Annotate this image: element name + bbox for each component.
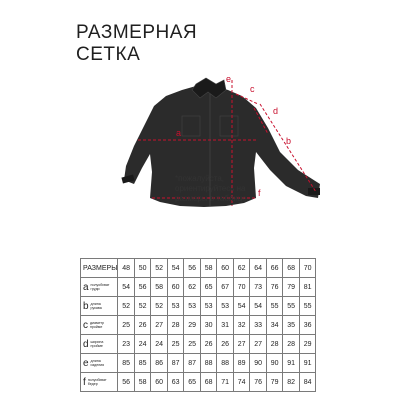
size-cell: 26 [200,335,217,354]
size-cell: 85 [118,354,135,373]
size-cell: 29 [299,335,316,354]
size-cell: 82 [283,373,300,392]
size-cell: 56 [118,373,135,392]
size-cell: 33 [250,316,267,335]
size-cell: 71 [217,373,234,392]
size-cell: 68 [200,373,217,392]
size-cell: 91 [299,354,316,373]
size-cell: 29 [184,316,201,335]
shirt-illustration [120,72,340,232]
size-col-header: 50 [134,259,151,278]
size-cell: 70 [233,278,250,297]
size-col-header: 62 [233,259,250,278]
size-header-label: РАЗМЕРЫ [81,259,118,278]
measure-d-label: d [273,106,279,116]
size-cell: 91 [283,354,300,373]
measure-f-label: f [258,188,261,198]
size-col-header: 58 [200,259,217,278]
size-cell: 54 [250,297,267,316]
row-letter: f [83,376,86,388]
size-cell: 27 [250,335,267,354]
size-cell: 74 [233,373,250,392]
size-cell: 28 [283,335,300,354]
row-letter: d [83,338,89,350]
size-cell: 32 [233,316,250,335]
size-cell: 56 [134,278,151,297]
table-row [81,335,316,354]
title-line-1: РАЗМЕРНАЯ [76,22,198,43]
size-cell: 53 [200,297,217,316]
size-cell: 23 [118,335,135,354]
row-description: полуобхват бедер [87,378,107,386]
row-letter: b [83,300,89,312]
table-row [81,373,316,392]
size-col-header: 60 [217,259,234,278]
size-table-body [81,259,316,392]
size-cell: 79 [266,373,283,392]
size-cell: 27 [233,335,250,354]
size-cell: 25 [184,335,201,354]
size-cell: 24 [151,335,168,354]
table-row [81,278,316,297]
table-row [81,354,316,373]
size-cell: 87 [184,354,201,373]
size-cell: 65 [200,278,217,297]
row-description: длина рукава [90,302,102,310]
measure-e-label: e [226,74,232,84]
size-cell: 53 [167,297,184,316]
size-cell: 28 [167,316,184,335]
size-col-header: 48 [118,259,135,278]
row-letter: e [83,357,89,369]
size-cell: 90 [250,354,267,373]
size-cell: 73 [250,278,267,297]
measure-b-label: b [286,136,292,146]
measure-c-label: c [250,84,255,94]
size-cell: 53 [217,297,234,316]
size-cell: 67 [217,278,234,297]
title-line-2: СЕТКА [76,44,141,65]
row-description: диаметр пройме [89,321,105,329]
size-col-header: 70 [299,259,316,278]
row-description: полуобхват груди [90,283,110,291]
size-cell: 25 [167,335,184,354]
row-label [81,278,118,297]
size-cell: 65 [184,373,201,392]
size-cell: 31 [217,316,234,335]
size-cell: 62 [184,278,201,297]
size-cell: 63 [167,373,184,392]
row-label [81,373,118,392]
measure-a-label: a [176,128,182,138]
size-cell: 52 [118,297,135,316]
size-cell: 81 [299,278,316,297]
row-letter: a [83,281,89,293]
row-description: длина изделия [90,359,105,367]
size-cell: 90 [266,354,283,373]
table-row [81,297,316,316]
row-label [81,354,118,373]
size-cell: 79 [283,278,300,297]
shirt-svg [120,72,340,232]
size-cell: 76 [250,373,267,392]
size-cell: 52 [151,297,168,316]
row-letter: c [83,319,88,331]
size-cell: 89 [233,354,250,373]
size-cell: 36 [299,316,316,335]
size-col-header: 56 [184,259,201,278]
size-cell: 30 [200,316,217,335]
size-cell: 34 [266,316,283,335]
size-cell: 35 [283,316,300,335]
size-col-header: 54 [167,259,184,278]
size-cell: 24 [134,335,151,354]
size-cell: 55 [266,297,283,316]
size-cell: 55 [299,297,316,316]
size-cell: 87 [167,354,184,373]
size-cell: 54 [118,278,135,297]
size-cell: 85 [134,354,151,373]
size-cell: 76 [266,278,283,297]
row-label [81,335,118,354]
size-cell: 84 [299,373,316,392]
size-cell: 55 [283,297,300,316]
size-cell: 58 [151,278,168,297]
size-cell: 60 [151,373,168,392]
size-cell: 26 [217,335,234,354]
size-header-row [81,259,316,278]
size-cell: 58 [134,373,151,392]
size-cell: 86 [151,354,168,373]
size-col-header: 66 [266,259,283,278]
size-cell: 88 [217,354,234,373]
size-cell: 53 [184,297,201,316]
size-cell: 54 [233,297,250,316]
size-col-header: 52 [151,259,168,278]
size-cell: 27 [151,316,168,335]
size-cell: 88 [200,354,217,373]
page-title [76,22,197,66]
size-note: *пожалуйста, ориентируйтесь на размеры в таблице [175,174,247,203]
table-row [81,316,316,335]
size-cell: 26 [134,316,151,335]
row-label [81,316,118,335]
size-cell: 60 [167,278,184,297]
size-cell: 52 [134,297,151,316]
size-cell: 28 [266,335,283,354]
size-table [80,258,316,392]
row-description: ширина пройме [90,340,104,348]
size-col-header: 68 [283,259,300,278]
size-col-header: 64 [250,259,267,278]
size-cell: 25 [118,316,135,335]
row-label [81,297,118,316]
